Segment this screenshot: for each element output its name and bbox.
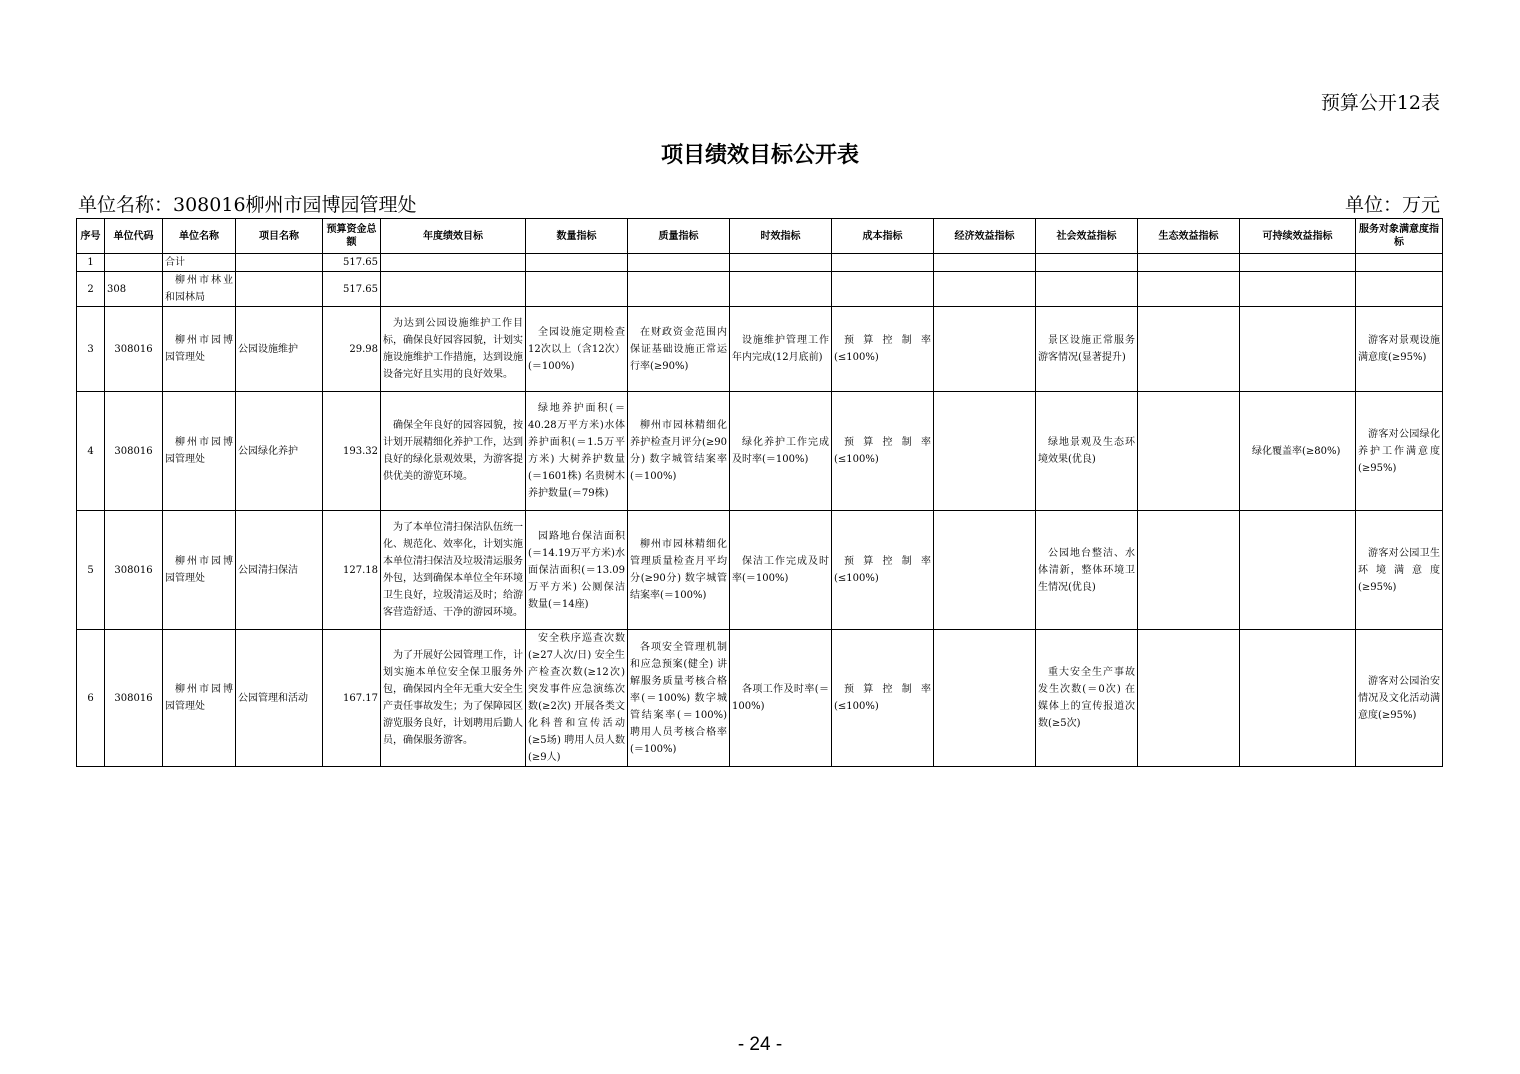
table-cell: 园路地台保洁面积(＝14.19万平方米)水面保洁面积(＝13.09万平方米) 公厕保洁数量(＝14座) bbox=[526, 511, 628, 630]
table-cell: 安全秩序巡查次数(≥27人次/日) 安全生产检查次数(≥12次) 突发事件应急演练次数(≥2次) 开展各类文化科普和宣传活动(≥5场) 聘用人员人数(≥9人) bbox=[526, 630, 628, 767]
table-cell: 预算控制率(≤100%) bbox=[832, 630, 934, 767]
table-cell bbox=[381, 254, 526, 272]
table-cell: 6 bbox=[77, 630, 105, 767]
table-cell bbox=[832, 254, 934, 272]
table-cell: 绿化养护工作完成及时率(＝100%) bbox=[730, 392, 832, 511]
table-cell bbox=[526, 254, 628, 272]
header-cell: 质量指标 bbox=[628, 219, 730, 254]
table-cell bbox=[105, 254, 163, 272]
header-cell: 年度绩效目标 bbox=[381, 219, 526, 254]
table-cell: 各项安全管理机制和应急预案(健全) 讲解服务质量考核合格率(＝100%) 数字城管结案率(＝100%) 聘用人员考核合格率(＝100%) bbox=[628, 630, 730, 767]
table-cell: 柳州市园林精细化管理质量检查月平均分(≥90分) 数字城管结案率(＝100%) bbox=[628, 511, 730, 630]
table-cell: 景区设施正常服务游客情况(显著提升) bbox=[1036, 307, 1138, 392]
header-cell: 生态效益指标 bbox=[1138, 219, 1240, 254]
table-cell: 游客对景观设施满意度(≥95%) bbox=[1356, 307, 1443, 392]
header-cell: 成本指标 bbox=[832, 219, 934, 254]
table-cell: 公园清扫保洁 bbox=[236, 511, 323, 630]
table-cell bbox=[730, 272, 832, 307]
table-cell bbox=[526, 272, 628, 307]
table-cell: 308 bbox=[105, 272, 163, 307]
table-cell bbox=[628, 272, 730, 307]
table-cell bbox=[236, 272, 323, 307]
table-cell: 517.65 bbox=[323, 254, 381, 272]
table-cell: 设施维护管理工作年内完成(12月底前) bbox=[730, 307, 832, 392]
table-cell: 在财政资金范围内保证基础设施正常运行率(≥90%) bbox=[628, 307, 730, 392]
table-cell: 公园设施维护 bbox=[236, 307, 323, 392]
header-cell: 预算资金总额 bbox=[323, 219, 381, 254]
header-cell: 项目名称 bbox=[236, 219, 323, 254]
table-row bbox=[77, 272, 1443, 307]
performance-table bbox=[76, 218, 1443, 767]
table-cell: 4 bbox=[77, 392, 105, 511]
table-cell bbox=[1138, 307, 1240, 392]
table-cell bbox=[236, 254, 323, 272]
table-cell: 全园设施定期检查12次以上（含12次）(＝100%) bbox=[526, 307, 628, 392]
table-cell: 1 bbox=[77, 254, 105, 272]
header-cell: 序号 bbox=[77, 219, 105, 254]
table-cell: 预算控制率(≤100%) bbox=[832, 511, 934, 630]
table-cell bbox=[1138, 254, 1240, 272]
table-cell: 3 bbox=[77, 307, 105, 392]
table-row bbox=[77, 630, 1443, 767]
table-cell: 预算控制率(≤100%) bbox=[832, 392, 934, 511]
table-cell: 重大安全生产事故发生次数(＝0次) 在媒体上的宣传报道次数(≥5次) bbox=[1036, 630, 1138, 767]
table-row bbox=[77, 254, 1443, 272]
table-cell: 绿地养护面积(＝40.28万平方米)水体养护面积(＝1.5万平方米) 大树养护数量(＝1601株) 名贵树木养护数量(＝79株) bbox=[526, 392, 628, 511]
table-cell bbox=[628, 254, 730, 272]
table-cell: 为达到公园设施维护工作目标，确保良好园容园貌，计划实施设施维护工作措施，达到设施设备完好且实用的良好效果。 bbox=[381, 307, 526, 392]
table-cell: 绿化覆盖率(≥80%) bbox=[1240, 392, 1356, 511]
table-cell: 游客对公园卫生环境满意度(≥95%) bbox=[1356, 511, 1443, 630]
header-cell: 可持续效益指标 bbox=[1240, 219, 1356, 254]
table-row bbox=[77, 307, 1443, 392]
table-cell bbox=[934, 392, 1036, 511]
table-cell: 柳州市园林精细化养护检查月评分(≥90分) 数字城管结案率(＝100%) bbox=[628, 392, 730, 511]
table-cell bbox=[730, 254, 832, 272]
header-cell: 经济效益指标 bbox=[934, 219, 1036, 254]
table-cell: 柳州市林业和园林局 bbox=[163, 272, 236, 307]
header-cell: 服务对象满意度指标 bbox=[1356, 219, 1443, 254]
header-cell: 单位代码 bbox=[105, 219, 163, 254]
table-cell: 308016 bbox=[105, 392, 163, 511]
table-cell: 5 bbox=[77, 511, 105, 630]
page-number: - 24 - bbox=[737, 1034, 783, 1055]
table-cell bbox=[1036, 272, 1138, 307]
table-cell bbox=[1138, 392, 1240, 511]
page-title: 项目绩效目标公开表 bbox=[660, 143, 859, 168]
table-cell bbox=[1138, 630, 1240, 767]
table-cell: 公园管理和活动 bbox=[236, 630, 323, 767]
table-cell: 各项工作及时率(＝100%) bbox=[730, 630, 832, 767]
currency-unit: 单位：万元 bbox=[1344, 194, 1440, 216]
table-cell bbox=[934, 272, 1036, 307]
table-cell: 确保全年良好的园容园貌，按计划开展精细化养护工作，达到良好的绿化景观效果，为游客提供优美的游览环境。 bbox=[381, 392, 526, 511]
table-cell: 游客对公园绿化养护工作满意度(≥95%) bbox=[1356, 392, 1443, 511]
table-cell bbox=[934, 630, 1036, 767]
table-cell: 193.32 bbox=[323, 392, 381, 511]
table-cell bbox=[1356, 254, 1443, 272]
table-cell bbox=[934, 254, 1036, 272]
table-cell: 预算控制率(≤100%) bbox=[832, 307, 934, 392]
header-cell: 时效指标 bbox=[730, 219, 832, 254]
table-cell bbox=[1356, 272, 1443, 307]
table-cell: 公园地台整洁、水体清新，整体环境卫生情况(优良) bbox=[1036, 511, 1138, 630]
table-cell bbox=[934, 511, 1036, 630]
table-cell bbox=[832, 272, 934, 307]
header-cell: 数量指标 bbox=[526, 219, 628, 254]
table-row bbox=[77, 511, 1443, 630]
table-cell bbox=[1240, 511, 1356, 630]
table-cell bbox=[1240, 254, 1356, 272]
table-cell bbox=[1138, 511, 1240, 630]
table-cell: 柳州市园博园管理处 bbox=[163, 511, 236, 630]
table-cell bbox=[1240, 272, 1356, 307]
table-cell: 为了开展好公园管理工作，计划实施本单位安全保卫服务外包，确保园内全年无重大安全生产责任事故发生；为了保障园区游览服务良好，计划聘用后勤人员，确保服务游客。 bbox=[381, 630, 526, 767]
header-cell: 社会效益指标 bbox=[1036, 219, 1138, 254]
table-number: 预算公开12表 bbox=[1320, 92, 1440, 114]
table-cell: 绿地景观及生态环境效果(优良) bbox=[1036, 392, 1138, 511]
table-cell: 游客对公园治安情况及文化活动满意度(≥95%) bbox=[1356, 630, 1443, 767]
table-cell: 29.98 bbox=[323, 307, 381, 392]
table-cell: 柳州市园博园管理处 bbox=[163, 307, 236, 392]
header-row bbox=[77, 219, 1443, 254]
table-cell bbox=[1036, 254, 1138, 272]
table-cell: 保洁工作完成及时率(＝100%) bbox=[730, 511, 832, 630]
table-cell: 167.17 bbox=[323, 630, 381, 767]
table-cell: 为了本单位清扫保洁队伍统一化、规范化、效率化，计划实施本单位清扫保洁及垃圾清运服务外包，达到确保本单位全年环境卫生良好，垃圾清运及时；给游客营造舒适、干净的游园环境。 bbox=[381, 511, 526, 630]
table-cell: 柳州市园博园管理处 bbox=[163, 630, 236, 767]
table-cell bbox=[1240, 630, 1356, 767]
table-cell: 公园绿化养护 bbox=[236, 392, 323, 511]
table-cell: 308016 bbox=[105, 511, 163, 630]
unit-name: 单位名称：308016柳州市园博园管理处 bbox=[78, 194, 417, 216]
table-cell: 517.65 bbox=[323, 272, 381, 307]
table-cell: 127.18 bbox=[323, 511, 381, 630]
table-cell bbox=[1240, 307, 1356, 392]
table-cell bbox=[1138, 272, 1240, 307]
table-cell bbox=[934, 307, 1036, 392]
table-row bbox=[77, 392, 1443, 511]
table-cell: 308016 bbox=[105, 307, 163, 392]
table-cell: 308016 bbox=[105, 630, 163, 767]
table-cell bbox=[381, 272, 526, 307]
table-cell: 柳州市园博园管理处 bbox=[163, 392, 236, 511]
table-cell: 合计 bbox=[163, 254, 236, 272]
header-cell: 单位名称 bbox=[163, 219, 236, 254]
table-cell: 2 bbox=[77, 272, 105, 307]
